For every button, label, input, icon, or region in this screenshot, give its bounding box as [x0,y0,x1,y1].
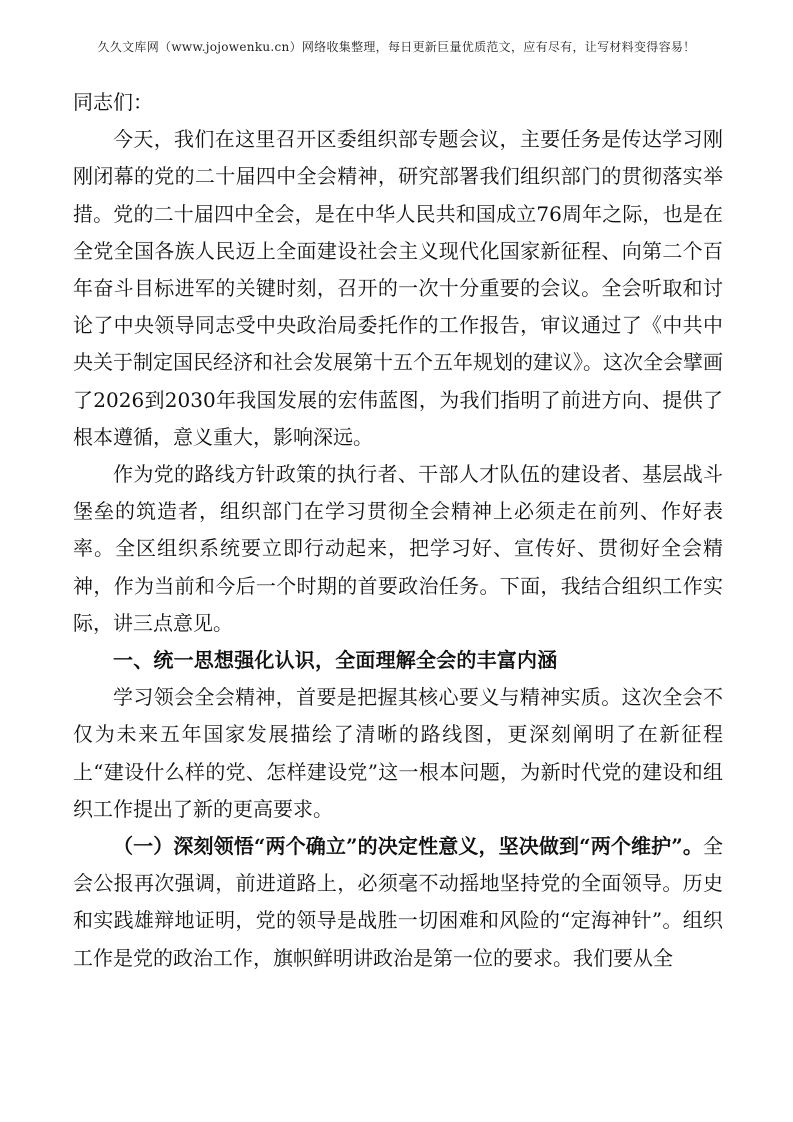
paragraph-subsection-1 [73,828,723,977]
page-header: 久久文库网（www.jojowenku.cn）网络收集整理，每日更新巨量优质范文，应有尽有，让写材料变得容易！ [97,40,696,54]
paragraph-section-1: 学习领会全会精神，首要是把握其核心要义与精神实质。这次全会不仅为未来五年国家发展描绘了清晰的路线图，更深刻阐明了在新征程上“建设什么样的党、怎样建设党”这一根本问题，为新时代党的建设和组织工作提出了新的更高要求。 [73,685,723,821]
paragraph-role: 作为党的路线方针政策的执行者、干部人才队伍的建设者、基层战斗堡垒的筑造者，组织部门在学习贯彻全会精神上必须走在前列、作好表率。全区组织系统要立即行动起来，把学习好、宣传好、贯彻好全会精神，作为当前和今后一个时期的首要政治任务。下面，我结合组织工作实际，讲三点意见。 [73,462,723,635]
subsection-text-1: 全会公报再次强调，前进道路上，必须毫不动摇地坚持党的全面领导。历史和实践雄辩地证明，党的领导是战胜一切困难和风险的“定海神针”。组织工作是党的政治工作，旗帜鲜明讲政治是第一位的要求。我们要从全 [73,834,723,970]
subsection-heading-1: （一）深刻领悟“两个确立”的决定性意义，坚决做到“两个维护”。 [113,834,703,859]
section-heading-1: 一、统一思想强化认识，全面理解全会的丰富内涵 [113,648,558,673]
paragraph-opening: 今天，我们在这里召开区委组织部专题会议，主要任务是传达学习刚刚闭幕的党的二十届四中全会精神，研究部署我们组织部门的贯彻落实举措。党的二十届四中全会，是在中华人民共和国成立76周年之际，也是在全党全国各族人民迈上全面建设社会主义现代化国家新征程、向第二个百年奋斗目标进军的关键时刻，召开的一次十分重要的会议。全会听取和讨论了中央领导同志受中央政治局委托作的工作报告，审议通过了《中共中央关于制定国民经济和社会发展第十五个五年规划的建议》。这次全会擘画了2026到2030年我国发展的宏伟蓝图，为我们指明了前进方向、提供了根本遵循，意义重大，影响深远。 [73,127,723,449]
salutation: 同志们： [73,90,153,114]
document-body [73,84,723,977]
